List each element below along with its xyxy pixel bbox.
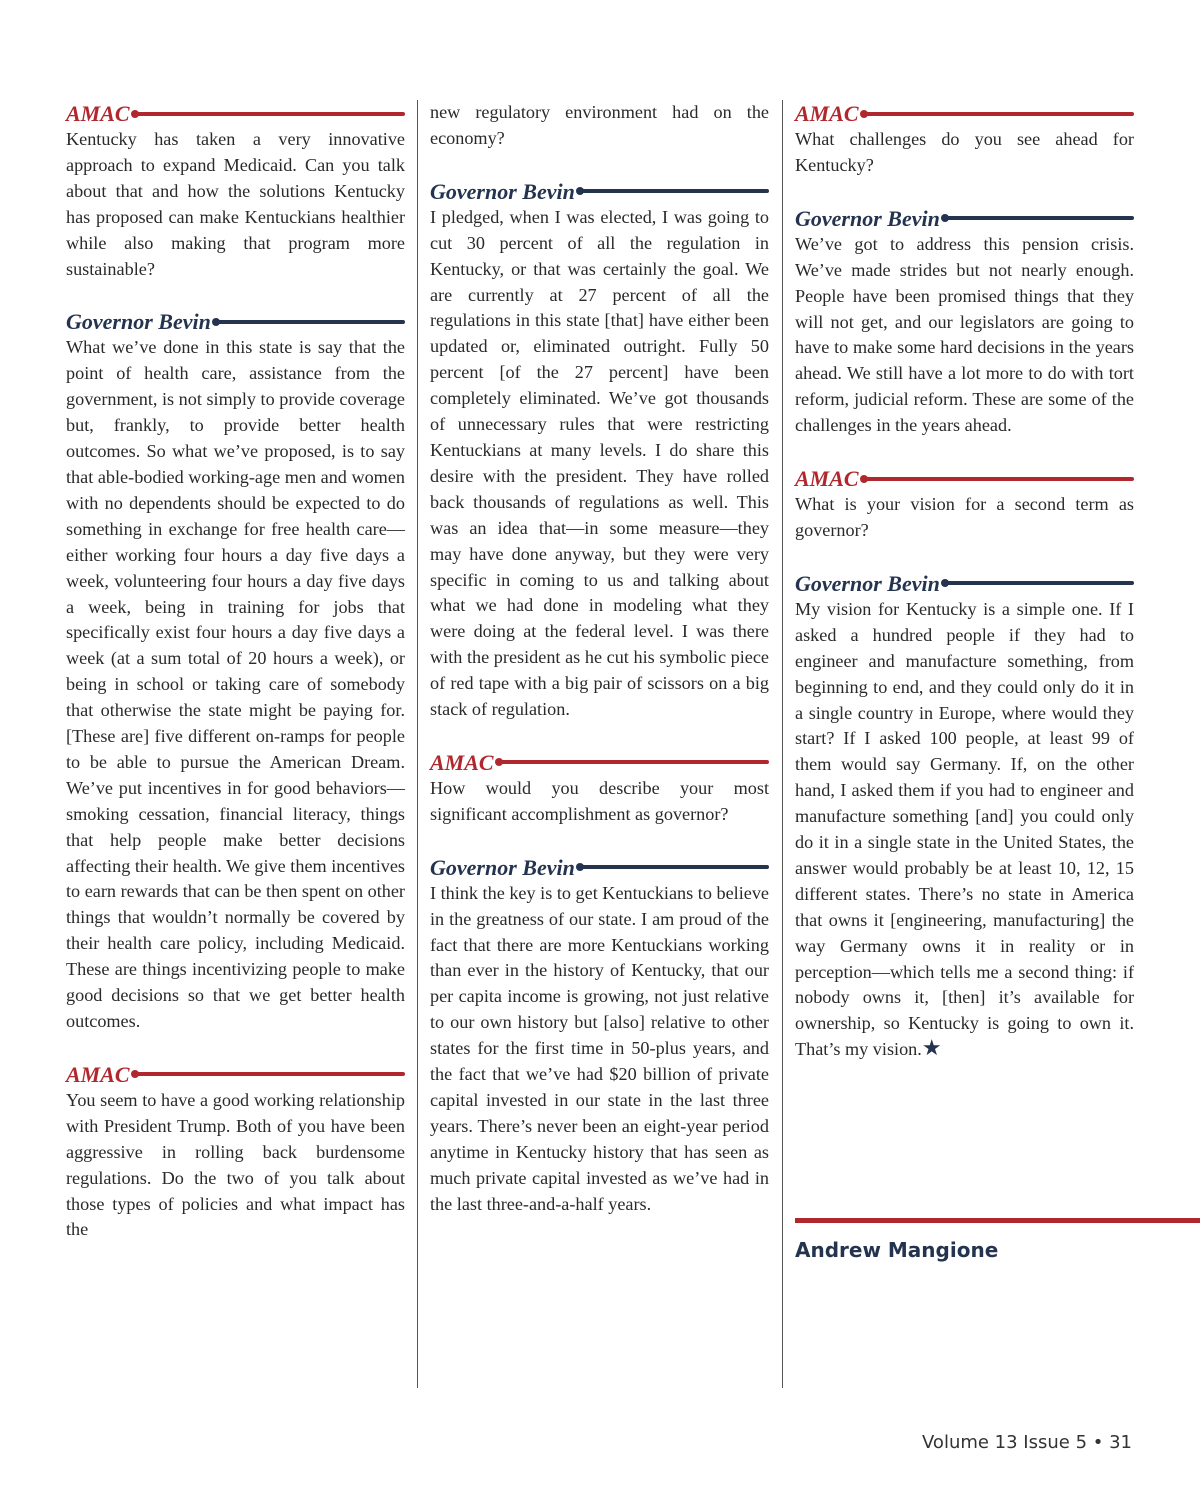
- answer-text: We’ve got to address this pension crisis. We’ve made strides but not nearly enough. People have been promised things that they will not get, and our legislators are going to have to make some hard decisions in the years ahead. We still have a lot more to do with tort reform, judicial reform. These are some of the challenges in the years ahead.: [795, 233, 1134, 436]
- amac-heading: [795, 465, 1134, 492]
- governor-heading: [430, 178, 769, 205]
- column-divider: [782, 100, 783, 1388]
- column-1: [66, 100, 405, 1269]
- answer-block: [430, 854, 769, 1218]
- amac-heading: [795, 100, 1134, 127]
- amac-rule: [863, 477, 1134, 481]
- question-text: You seem to have a good working relationship with President Trump. Both of you have been aggressive in rolling back burdensome regulations. Do the two of you talk about those types of policies and what impact has the: [66, 1089, 405, 1240]
- governor-label: Governor Bevin: [66, 309, 211, 335]
- amac-rule: [498, 760, 769, 764]
- governor-label: Governor Bevin: [430, 178, 575, 204]
- governor-rule: [215, 320, 405, 324]
- governor-rule: [944, 581, 1134, 585]
- question-block: [66, 1061, 405, 1243]
- question-text: new regulatory environment had on the economy?: [430, 102, 769, 148]
- answer-text: I think the key is to get Kentuckians to believe in the greatness of our state. I am proud of the fact that there are more Kentuckians working than ever in the history of Kentucky, that our per capita income is growing, not just relative to our own history but [also] relative to other states for the first time in 50-plus years, and the fact that we’ve had $20 billion of private capital invested in our state in the last three years. There’s never been an eight-year period anytime in Kentucky history that has seen as much private capital invested as we’ve had in the last three-and-a-half years.: [430, 882, 769, 1214]
- governor-rule: [579, 189, 769, 193]
- answer-text: [795, 597, 1134, 1063]
- page-footer: Volume 13 Issue 5 • 31: [922, 1432, 1132, 1453]
- amac-label: AMAC: [430, 749, 494, 775]
- amac-label: AMAC: [795, 101, 859, 126]
- question-text: How would you describe your most significant accomplishment as governor?: [430, 777, 769, 824]
- amac-heading: [430, 749, 769, 776]
- question-block: [430, 749, 769, 828]
- question-text: What is your vision for a second term as governor?: [795, 494, 1134, 540]
- amac-label: AMAC: [66, 101, 130, 126]
- answer-block: [66, 308, 405, 1034]
- question-continuation: [430, 100, 769, 152]
- question-block: [795, 465, 1134, 544]
- governor-label: Governor Bevin: [795, 570, 940, 596]
- amac-label: AMAC: [795, 466, 859, 492]
- byline-rule: [795, 1218, 1200, 1223]
- column-divider: [417, 100, 418, 1388]
- answer-text: What we’ve done in this state is say that the point of health care, assistance from the government, is not simply to provide coverage but, frankly, to provide better health outcomes. So what we’ve proposed, is to say that able-bodied working-age men and women with no dependents should be expected to do something in exchange for free health care—either working four hours a day five days a week, volunteering four hours a day five days a week, being in training for jobs that specifically exist four hours a day five days a week (at a sum total of 20 hours a week), or being in school or taking care of somebody that otherwise the state might be paying for. [These are] five different on-ramps for people to be able to pursue the American Dream. We’ve put incentives in for good behaviors—smoking cessation, financial literacy, things that help people make better decisions affecting their health. We give them incentives to earn rewards that can be then spent on other things that wouldn’t normally be covered by their health care policy, including Medicaid. These are things incentivizing people to make good decisions so that we get better health outcomes.: [66, 337, 405, 1031]
- question-text: Kentucky has taken a very innovative approach to expand Medicaid. Can you talk about that and how the solutions Kentucky has proposed can make Kentuckians healthier while also making that program more sustainable?: [66, 129, 405, 279]
- governor-heading: [66, 308, 405, 335]
- answer-block: [795, 570, 1134, 1063]
- governor-heading: [430, 854, 769, 881]
- amac-heading: [66, 1061, 405, 1088]
- answer-body: My vision for Kentucky is a simple one. If I asked a hundred people if they had to engineer and manufacture something, from beginning to end, and they could only do it in a single country in Europe, where would they start? If I asked 100 people, at least 99 of them would say Germany. If, on the other hand, I asked them if you had to engineer and manufacture something [and] you could only do it in a single state in the United States, the answer would probably be at least 10, 12, 15 different states. There’s no state in America that owns it [engineering, manufacturing] the way Germany owns it in reality or in perception—which tells me a second thing: if nobody owns it, [then] it’s available for ownership, so Kentucky is going to own it. That’s my vision.: [795, 598, 1134, 1060]
- governor-rule: [579, 865, 769, 869]
- amac-label: AMAC: [66, 1061, 130, 1087]
- author-byline: Andrew Mangione: [795, 1238, 999, 1262]
- amac-rule: [134, 1072, 405, 1076]
- governor-heading: [795, 205, 1134, 232]
- question-block: [795, 100, 1134, 179]
- answer-block: [795, 205, 1134, 439]
- amac-rule: [134, 112, 405, 116]
- governor-label: Governor Bevin: [430, 854, 575, 880]
- column-3: [795, 100, 1134, 1089]
- governor-heading: [795, 570, 1134, 597]
- governor-label: Governor Bevin: [795, 205, 940, 231]
- question-block: [66, 100, 405, 282]
- answer-text: I pledged, when I was elected, I was going to cut 30 percent of all the regulation in Kentucky, or that was certainly the goal. We are currently at 27 percent of all the regulations in this state [that] have either been updated or, eliminated outright. Fully 50 percent [of the 27 percent] have been completely eliminated. We’ve got thousands of unnecessary rules that were restricting Kentuckians at many levels. I do share this desire with the president. They have rolled back thousands of regulations as well. This was an idea that—in some measure—they may have done anyway, but they were very specific in coming to us and talking about what we had done in modeling what they were doing at the federal level. I was there with the president as he cut his symbolic piece of red tape with a big pair of scissors on a big stack of regulation.: [430, 206, 769, 720]
- answer-block: [430, 178, 769, 723]
- amac-heading: [66, 100, 405, 127]
- star-icon: ★: [921, 1036, 942, 1062]
- question-text: What challenges do you see ahead for Kentucky?: [795, 129, 1134, 175]
- column-2: [430, 100, 769, 1244]
- governor-rule: [944, 216, 1134, 220]
- amac-rule: [863, 112, 1134, 116]
